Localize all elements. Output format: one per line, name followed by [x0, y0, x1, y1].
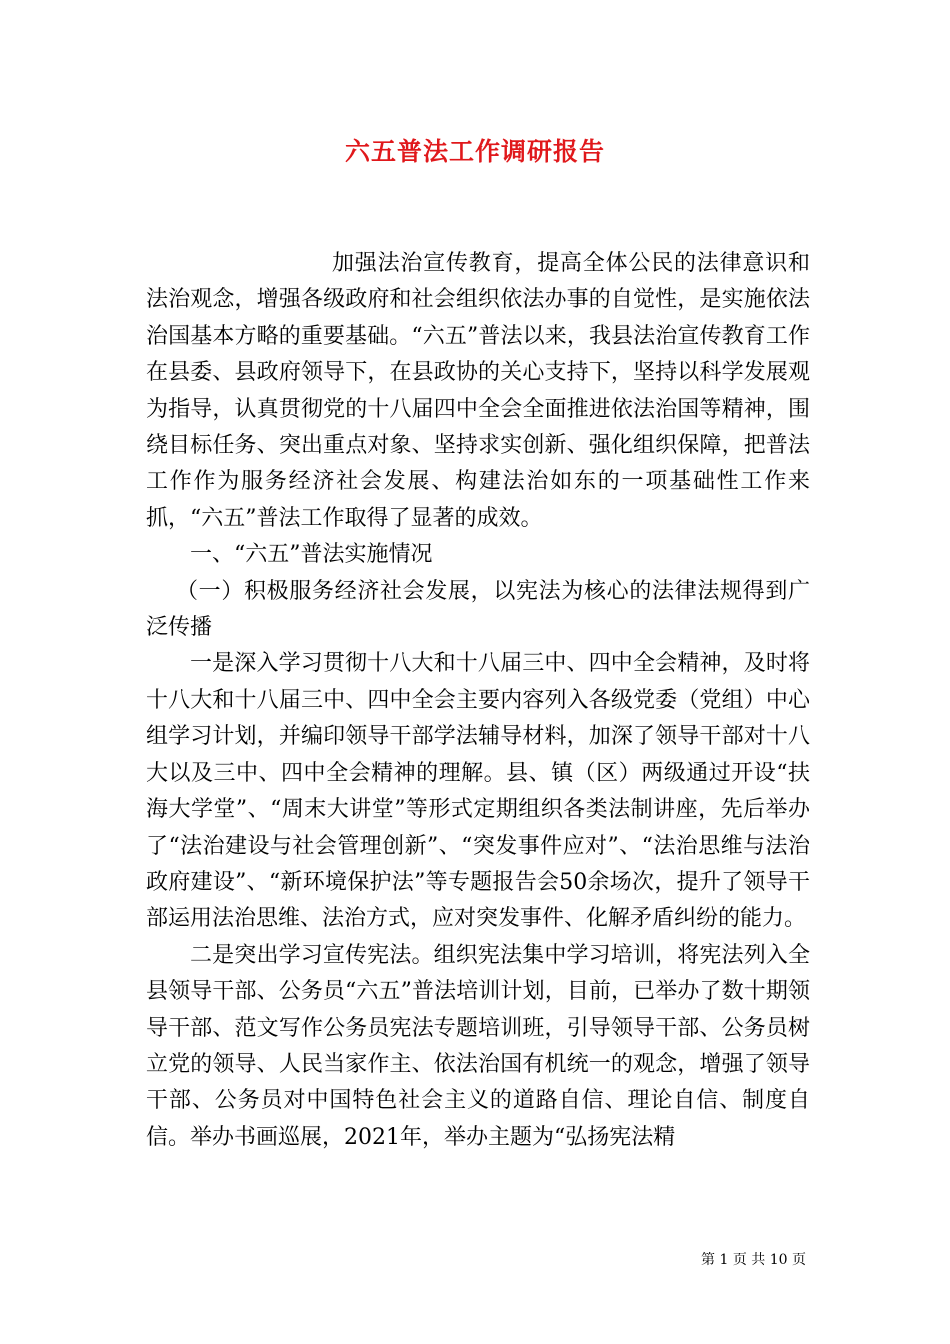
page-number: 第 1 页 共 10 页 — [701, 1252, 806, 1268]
intro-paragraph: 加强法治宣传教育，提高全体公民的法律意识和法治观念，增强各级政府和社会组织依法办事的自觉性，是实施依法治国基本方略的重要基础。“六五”普法以来，我县法治宣传教育工作在县委、县政府领导下，在县政协的关心支持下，坚持以科学发展观为指导，认真贯彻党的十八届四中全会全面推进依法治国等精神，围绕目标任务、突出重点对象、坚持求实创新、强化组织保障，把普法工作作为服务经济社会发展、构建法治如东的一项基础性工作来抓，“六五”普法工作取得了显著的成效。 — [146, 251, 810, 531]
subsection-heading: （一）积极服务经济社会发展，以宪法为核心的法律法规得到广泛传播 — [146, 578, 810, 641]
document-title: 六五普法工作调研报告 — [344, 137, 605, 166]
body-paragraph: 二是突出学习宣传宪法。组织宪法集中学习培训，将宪法列入全县领导干部、公务员“六五”普法培训计划，目前，已举办了数十期领导干部、范文写作公务员宪法专题培训班，引导领导干部、公务员树立党的领导、人民当家作主、依法治国有机统一的观念，增强了领导干部、公务员对中国特色社会主义的道路自信、理论自信、制度自信。举办书画巡展，2021年，举办主题为“弘扬宪法精 — [146, 942, 810, 1150]
body-paragraph: 一是深入学习贯彻十八大和十八届三中、四中全会精神，及时将十八大和十八届三中、四中全会主要内容列入各级党委（党组）中心组学习计划，并编印领导干部学法辅导材料，加深了领导干部对十八大以及三中、四中全会精神的理解。县、镇（区）两级通过开设“扶海大学堂”、“周末大讲堂”等形式定期组织各类法制讲座，先后举办了“法治建设与社会管理创新”、“突发事件应对”、“法治思维与法治政府建设”、“新环境保护法”等专题报告会50余场次，提升了领导干部运用法治思维、法治方式，应对突发事件、化解矛盾纠纷的能力。 — [146, 651, 810, 932]
document-body — [146, 246, 810, 1156]
section-heading: 一、“六五”普法实施情况 — [190, 542, 433, 568]
